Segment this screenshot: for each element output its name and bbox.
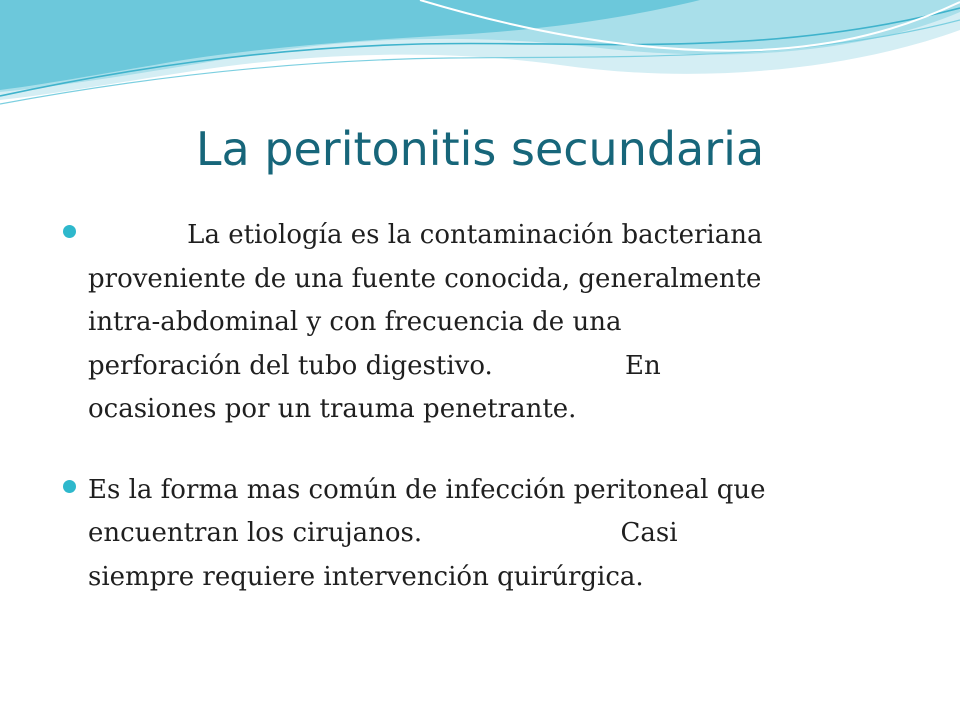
slide-title: La peritonitis secundaria — [195, 122, 765, 176]
bullet-dot-icon — [63, 480, 76, 493]
bullet-1-line-3: intra-abdominal y con frecuencia de una — [88, 307, 622, 337]
bullet-item-2 — [56, 469, 916, 600]
decorative-wave-header — [0, 0, 960, 110]
bullet-1-line-5: ocasiones por un trauma penetrante. — [88, 394, 577, 424]
slide-body — [56, 214, 916, 636]
bullet-1-line-4: perforación del tubo digestivo. En — [88, 350, 661, 381]
bullet-2-line-1: Es la forma mas común de infección peritoneal que — [88, 474, 766, 505]
bullet-2-line-2: encuentran los cirujanos. Casi — [88, 518, 678, 548]
bullet-1-line-1: La etiología es la contaminación bacteriana — [88, 220, 763, 250]
bullet-1-line-2: proveniente de una fuente conocida, generalmente — [88, 263, 762, 294]
bullet-2-line-3: siempre requiere intervención quirúrgica. — [88, 561, 644, 592]
bullet-dot-icon — [63, 225, 76, 238]
bullet-item-1 — [56, 214, 916, 432]
